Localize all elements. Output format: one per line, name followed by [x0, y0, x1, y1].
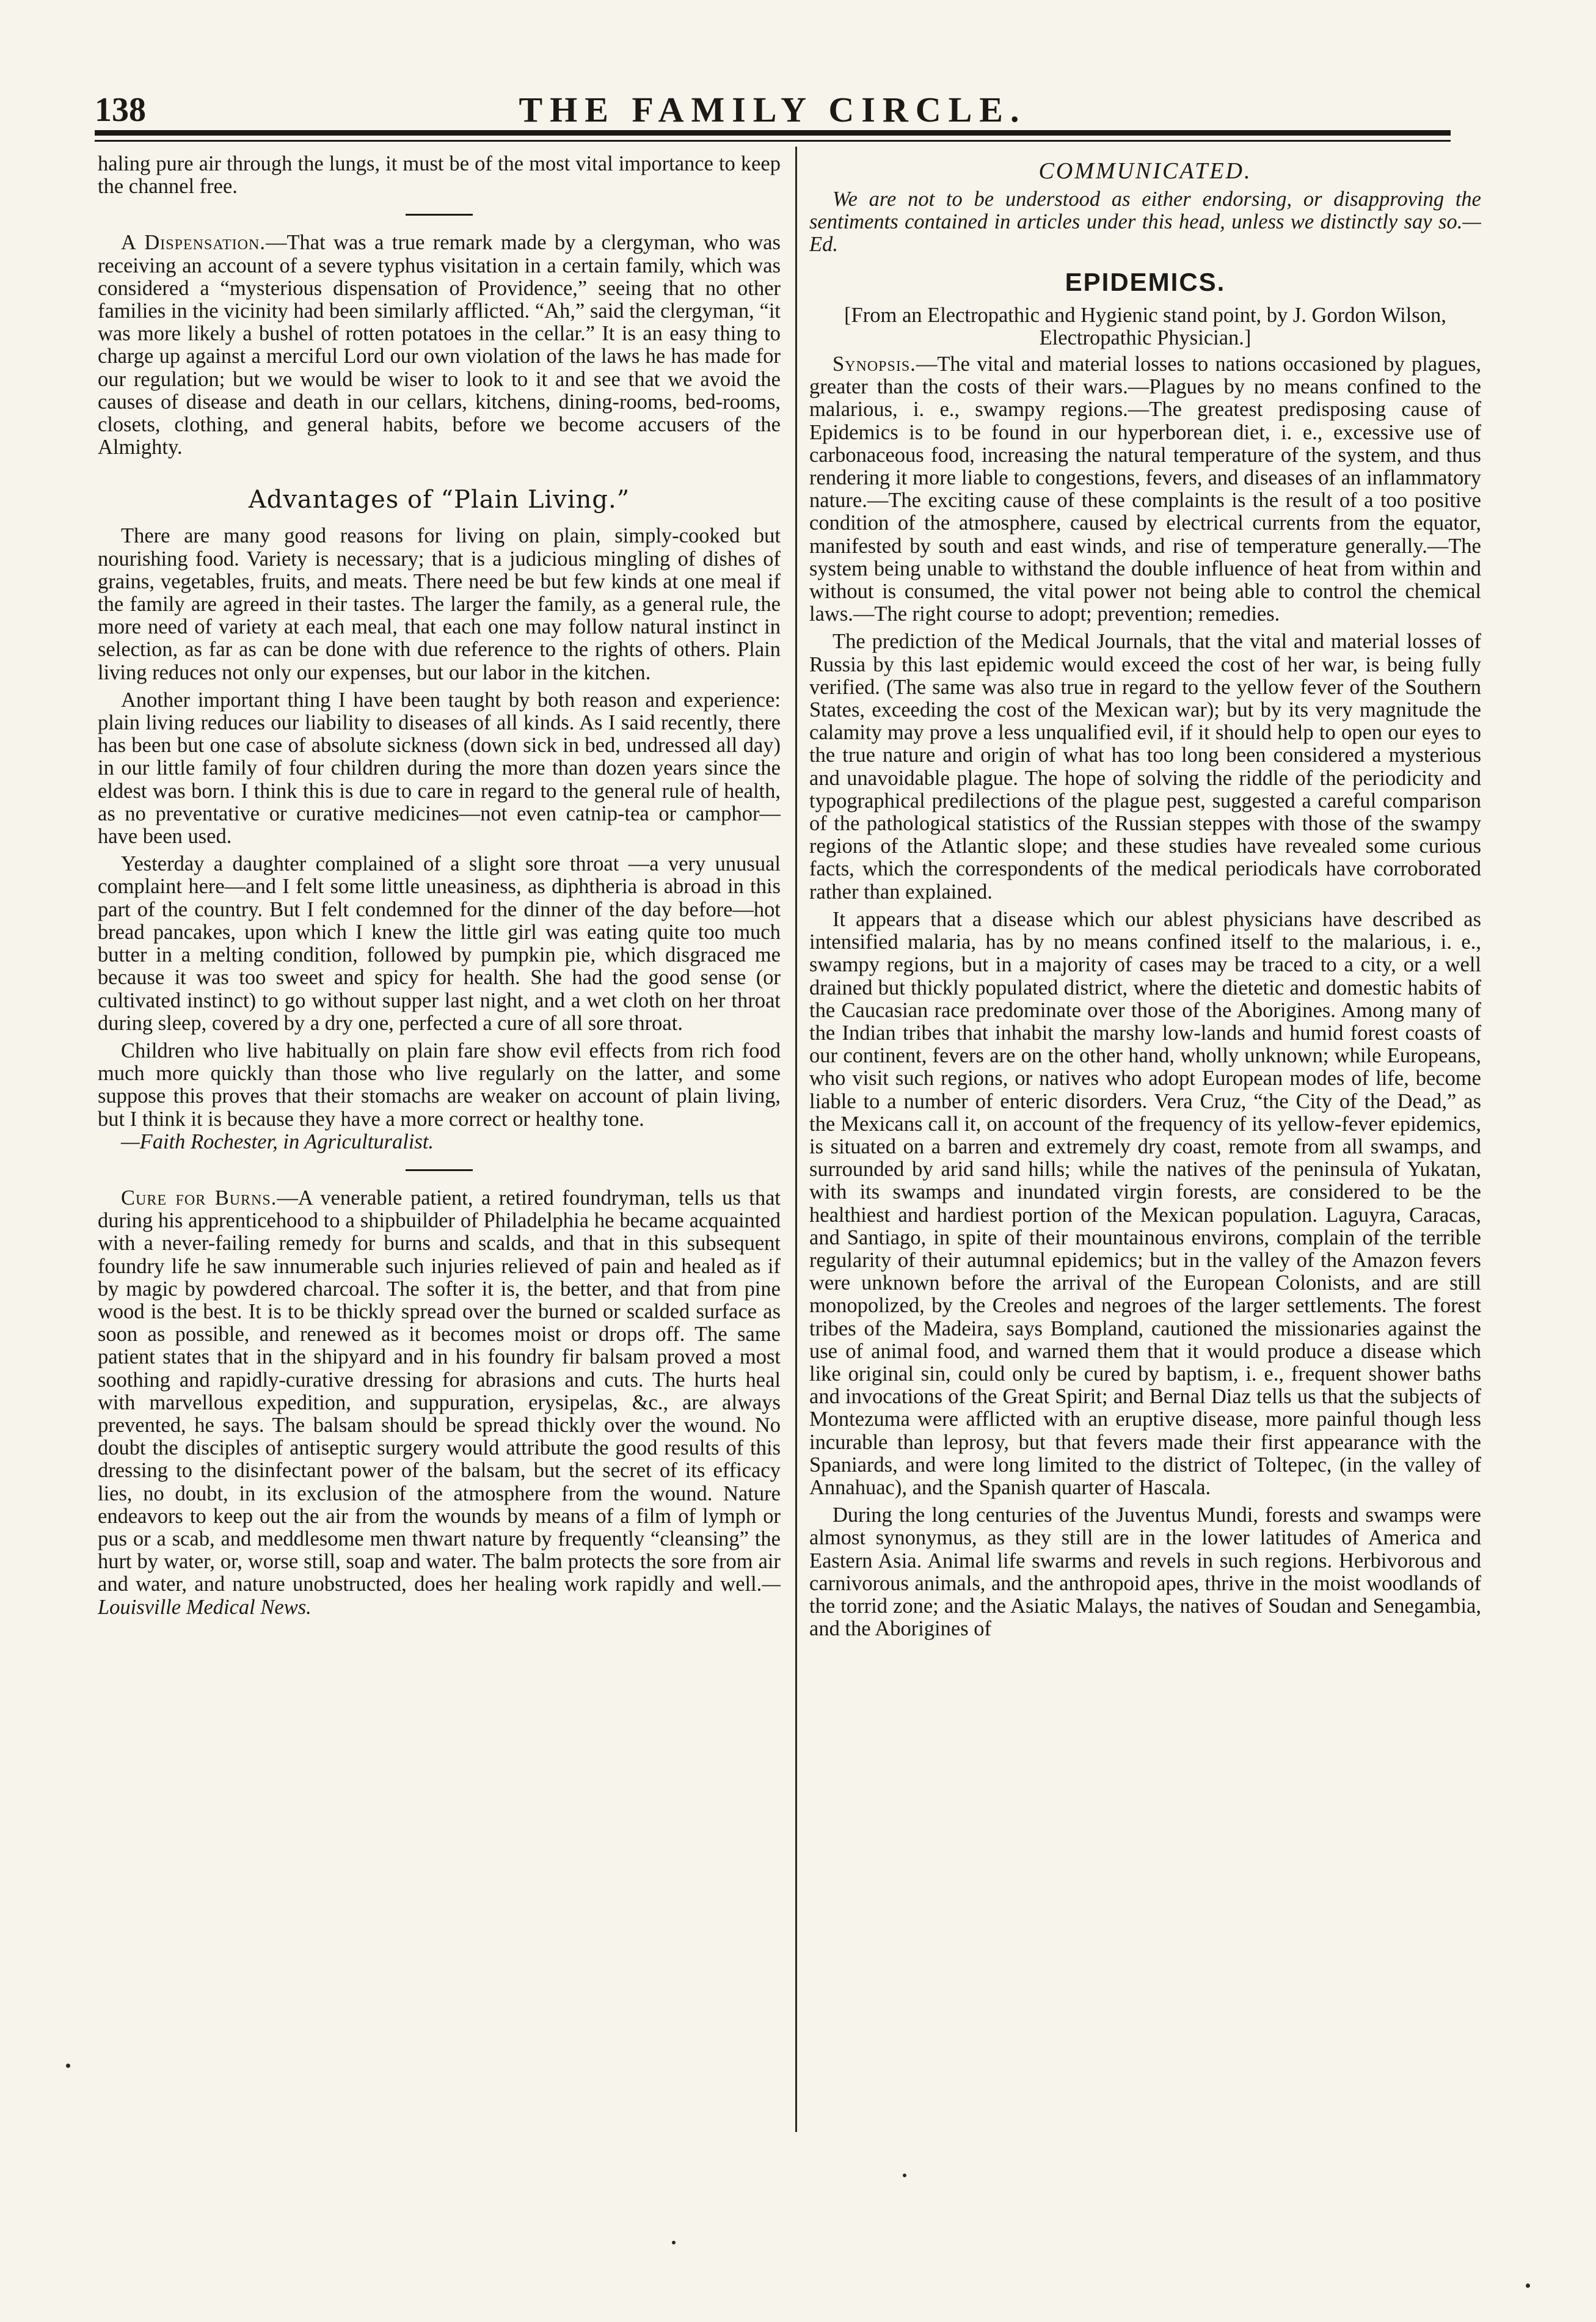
plain-living-paragraph: Children who live habitually on plain fare show evil effects from rich food much more quickly than those who live regularly on the latter, and some suppose this proves that their stomachs are weaker on account of plain living, but I think it is because they have a more correct or healthy tone.	[98, 1039, 781, 1131]
burns-text: —A venerable patient, a retired foundryman, tells us that during his apprenticehood to a shipbuilder of Philadelphia he became acquainted with a never-failing remedy for burns and scalds, and that in this subsequent foundry life he saw innumerable such injuries relieved of pain and healed as if by magic by powdered charcoal. The softer it is, the better, and that from pine wood is the best. It is to be thickly spread over the burned or scalded surface as soon as possible, and renewed as it becomes moist or drops off. The same patient states that in the shipyard and in his foundry fir balsam proved a most soothing and rapidly-curative dressing for abrasions and cuts. The hurts heal with marvellous expedition, and suppuration, erysipelas, &c., are always prevented, he says. The balsam should be spread thickly over the wound. No doubt the disciples of antiseptic surgery would attribute the good results of this dressing to the disinfectant power of the balsam, but the secret of its efficacy lies, no doubt, in its exclusion of the atmosphere from the wound. Nature endeavors to keep out the air from the wounds by means of a film of lymph or pus or a scab, and meddlesome men thwart nature by frequently “cleansing” the hurt by water, or, worse still, soap and water. The balm protects the sore from air and water, and nature unobstructed, does her healing work rapidly and well.	[98, 1186, 781, 1596]
speck	[1526, 2284, 1530, 2288]
communicated-label: COMMUNICATED.	[1038, 158, 1252, 184]
plain-living-paragraph: There are many good reasons for living on plain, simply-cooked but nourishing food. Variety is necessary; that is a judicious mingling of dishes of grains, vegetables, fruits, and meats. There need be but few kinds at one meal if the family are agreed in their tastes. The larger the family, as a general rule, the more need of variety at each meal, that each one may follow natural instinct in selection, as far as can be done with due reference to the rights of others. Plain living reduces not only our expenses, but our labor in the kitchen.	[98, 524, 781, 684]
epidemics-paragraph: The prediction of the Medical Journals, that the vital and material losses of Russia by this last epidemic would exceed the cost of her war, is being fully verified. (The same was also true in regard to the yellow fever of the Southern States, exceeding the cost of the Mexican war); but by its very magnitude the calamity may prove a less unqualified evil, if it should help to open our eyes to the true nature and origin of what has too long been considered a mysterious and unavoidable plague. The hope of solving the riddle of the periodicity and typographical predilections of the plague pest, suggested a careful comparison of the pathological statistics of the Russian steppes with those of the swampy regions of the Atlantic slope; and these studies have revealed some curious facts, which the correspondents of the medical periodicals have corroborated rather than explained.	[809, 630, 1481, 904]
synopsis-paragraph	[809, 353, 1481, 626]
plain-living-paragraph: Another important thing I have been taught by both reason and experience: plain living reduces our liability to diseases of all kinds. As I said recently, there has been but one case of absolute sickness (down sick in bed, undressed all day) in our little family of four children during the more than dozen years since the eldest was born. I think this is due to care in regard to the general rule of health, as no preventative or curative medicines—not even catnip-tea or camphor—have been used.	[98, 688, 781, 849]
page-header	[95, 86, 1451, 128]
speck	[66, 2064, 70, 2068]
epidemics-paragraph: It appears that a disease which our ablest physicians have described as intensified malaria, has by no means confined itself to the malarious, i. e., swampy regions, but in a majority of cases may be traced to a city, or a well drained but thickly populated district, where the dietetic and domestic habits of the Caucasian race predominate over those of the Aborigines. Among many of the Indian tribes that inhabit the marshy low-lands and humid forest coasts of our continent, fevers are on the other hand, wholly unknown; while Europeans, who visit such regions, or natives who adopt European modes of life, become liable to a number of enteric disorders. Vera Cruz, “the City of the Dead,” as the Mexicans call it, on account of the frequency of its yellow-fever epidemics, is situated on a barren and extremely dry coast, remote from all swamps, and surrounded by arid sand hills; while the natives of the peninsula of Yukatan, with its swamps and inundated virgin forests, are considered to be the healthiest and hardiest portion of the Mexican population. Laguyra, Caracas, and Santiago, in spite of their mountainous environs, complain of the terrible regularity of their autumnal epidemics; but in the valley of the Amazon fevers were unknown before the arrival of the European Colonists, and are still monopolized, by the Creoles and negroes of the larger settlements. The forest tribes of the Madeira, says Bompland, cautioned the missionaries against the use of animal food, and warned them that it would produce a disease which like original sin, could only be cured by baptism, i. e., frequent shower baths and invocations of the Great Spirit; and Bernal Diaz tells us that the subjects of Montezuma were afflicted with an eruptive disease, more painful though less incurable than leprosy, but that fevers made their first appearance with the Spaniards, and were long limited to the district of Toltepec, (in the valley of Annahuac), and the Spanish quarter of Hascala.	[809, 907, 1481, 1499]
column-divider	[795, 147, 797, 2132]
speck	[903, 2174, 906, 2177]
burns-paragraph	[98, 1187, 781, 1619]
plain-living-heading: Advantages of “Plain Living.”	[248, 486, 630, 514]
dispensation-paragraph	[98, 232, 781, 459]
dispensation-lead: A Dispensation.	[121, 231, 266, 255]
synopsis-text: —The vital and material losses to nations occasioned by plagues, greater than the costs of their wars.—Plagues by no means confined to the malarious, i. e., swampy regions.—The greatest predisposing cause of Epidemics is to be found in our hyperborean diet, i. e., excessive use of carbonaceous food, increasing the natural temperature of the system, and thus rendering it more liable to congestions, fevers, and diseases of an inflammatory nature.—The exciting cause of these complaints is the result of a too positive condition of the atmosphere, caused by electrical currents from the equator, manifested by south and east winds, and rise of temperature generally.—The system being unable to withstand the double influence of heat from within and without is consumed, the vital power not being able to control the chemical laws.—The right course to adopt; prevention; remedies.	[809, 352, 1481, 626]
article-byline: [From an Electropathic and Hygienic stand point, by J. Gordon Wilson, Electropathic Physician.]	[844, 303, 1446, 349]
continuation-paragraph: haling pure air through the lungs, it must be of the most vital importance to keep the channel free.	[98, 153, 781, 199]
editor-note: We are not to be understood as either endorsing, or disapproving the sentiments contained in articles under this head, unless we distinctly say so.—Ed.	[809, 188, 1481, 257]
left-column	[98, 153, 781, 2144]
epidemics-paragraph: During the long centuries of the Juventus Mundi, forests and swamps were almost synonymus, as they still are in the lower latitudes of America and Eastern Asia. Animal life swarms and revels in such regions. Herbivorous and carnivorous animals, and the anthropoid apes, thrive in the moist woodlands of the torrid zone; and the Asiatic Malays, the natives of Soudan and Senegambia, and the Aborigines of	[809, 1503, 1481, 1641]
dispensation-text: —That was a true remark made by a clergyman, who was receiving an account of a severe typhus visitation in a certain family, which was considered a “mysterious dispensation of Providence,” seeing that no other families in the vicinity had been similarly afflicted. “Ah,” said the clergyman, “it was more likely a bushel of rotten potatoes in the cellar.” It is an easy thing to charge up against a merciful Lord our own violation of the laws he has made for our regulation; but we would be wiser to look to it and see that we avoid the causes of disease and death in our cellars, kitchens, dining-rooms, bed-rooms, closets, clothing, and general habits, before we become accusers of the Almighty.	[98, 231, 781, 459]
plain-living-source: —Faith Rochester, in Agriculturalist.	[121, 1130, 434, 1153]
section-divider	[406, 1169, 473, 1171]
burns-source: —Louisville Medical News.	[98, 1572, 781, 1619]
synopsis-lead: Synopsis.	[833, 352, 916, 376]
header-rule-thin	[95, 140, 1451, 142]
section-divider	[406, 214, 473, 216]
speck	[672, 2241, 676, 2244]
page-number: 138	[95, 91, 146, 129]
right-column	[809, 153, 1481, 2144]
burns-lead: Cure for Burns.	[121, 1186, 277, 1210]
header-rule-thick	[95, 130, 1451, 136]
plain-living-paragraph: Yesterday a daughter complained of a slight sore throat —a very unusual complaint here—and I felt some little uneasiness, as diphtheria is abroad in this part of the country. But I felt condemned for the dinner of the day before—hot bread pancakes, upon which I knew the little girl was eating quite too much butter in a melting condition, followed by pumpkin pie, which disgraced me because it was too sweet and spicy for health. She had the good sense (or cultivated instinct) to go without supper last night, and a wet cloth on her throat during sleep, covered by a dry one, perfected a cure of all sore throat.	[98, 852, 781, 1035]
running-title: THE FAMILY CIRCLE.	[519, 90, 1027, 130]
epidemics-heading: EPIDEMICS.	[1065, 267, 1226, 296]
